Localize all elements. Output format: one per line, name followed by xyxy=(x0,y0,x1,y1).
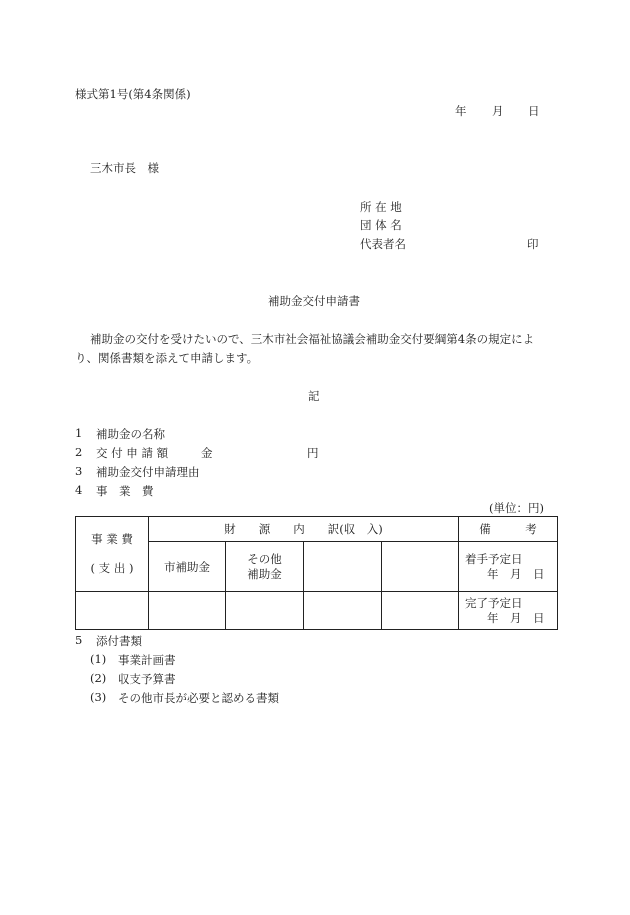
address-label: 所 在 地 xyxy=(360,200,402,214)
item-1-label: 補助金の名称 xyxy=(96,427,165,441)
item-1-num: 1 xyxy=(75,426,83,440)
budget-table xyxy=(75,516,558,630)
attachment-1-num: (1) xyxy=(90,652,107,666)
date-year: 年 xyxy=(455,104,467,118)
item-3-label: 補助金交付申請理由 xyxy=(96,465,200,479)
attachments-heading: 添付書類 xyxy=(96,634,142,648)
seal-mark: 印 xyxy=(527,237,539,251)
body-line-2: り、関係書類を添えて申請します。 xyxy=(75,351,259,365)
end-date-cell xyxy=(459,592,558,630)
document-title: 補助金交付申請書 xyxy=(268,294,360,308)
end-date-label: 完了予定日 xyxy=(465,595,523,610)
item-3-num: 3 xyxy=(75,464,83,478)
attachment-3-num: (3) xyxy=(90,690,107,704)
form-number: 様式第1号(第4条関係) xyxy=(75,87,191,101)
blank-value-cell-a xyxy=(304,592,382,630)
date-day: 日 xyxy=(528,104,540,118)
item-4-label: 事 業 費 xyxy=(96,484,154,498)
end-date-value: 年 月 日 xyxy=(487,610,545,625)
blank-cell-b xyxy=(382,542,459,592)
other-subsidy-value-cell xyxy=(226,592,304,630)
start-date-cell xyxy=(459,542,558,592)
other-subsidy-line-2: 補助金 xyxy=(247,566,282,581)
funding-header: 財 源 内 訳(収 入) xyxy=(149,517,459,542)
org-label: 団 体 名 xyxy=(360,218,402,232)
project-cost-label: 事 業 費 xyxy=(91,532,133,546)
city-subsidy-value-cell xyxy=(149,592,226,630)
attachment-2-num: (2) xyxy=(90,671,107,685)
addressee: 三木市長 様 xyxy=(90,161,159,175)
blank-value-cell-b xyxy=(382,592,459,630)
item-4-num: 4 xyxy=(75,483,83,497)
cost-value-cell xyxy=(76,592,149,630)
attachment-1-text: 事業計画書 xyxy=(118,653,176,667)
item-2-label: 交 付 申 請 額 xyxy=(96,446,169,460)
attachment-3-text: その他市長が必要と認める書類 xyxy=(118,691,279,705)
remarks-header: 備 考 xyxy=(459,517,558,542)
other-subsidy-line-1: その他 xyxy=(247,551,282,566)
blank-cell-a xyxy=(304,542,382,592)
item-2-kin: 金 xyxy=(201,446,213,460)
representative-label: 代表者名 xyxy=(360,237,406,251)
unit-note: (単位：円) xyxy=(489,501,544,515)
item-2-num: 2 xyxy=(75,445,83,459)
project-cost-cell xyxy=(76,517,149,592)
body-line-1: 補助金の交付を受けたいので、三木市社会福祉協議会補助金交付要綱第4条の規定によ xyxy=(90,332,535,346)
start-date-label: 着手予定日 xyxy=(465,551,523,566)
ki-mark: 記 xyxy=(308,389,320,403)
city-subsidy-cell: 市補助金 xyxy=(149,542,226,592)
date-month: 月 xyxy=(492,104,504,118)
other-subsidy-cell xyxy=(226,542,304,592)
expenditure-label: ( 支 出 ) xyxy=(90,561,134,575)
start-date-value: 年 月 日 xyxy=(487,566,545,581)
item-2-yen: 円 xyxy=(307,446,319,460)
attachments-num: 5 xyxy=(75,633,83,647)
attachment-2-text: 収支予算書 xyxy=(118,672,176,686)
